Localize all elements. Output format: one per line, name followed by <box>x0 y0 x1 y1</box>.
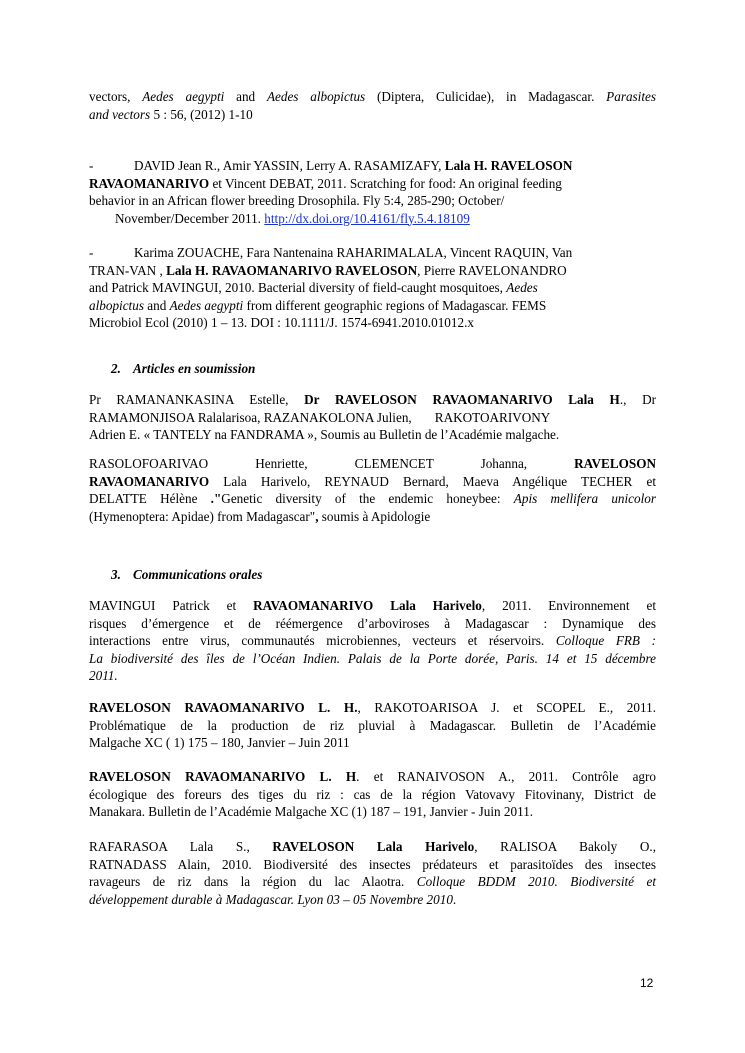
text: RASOLOFOARIVAO Henriette, CLEMENCET Johanna, <box>89 456 575 471</box>
section-heading-soumission <box>111 361 255 377</box>
text-bold: ." <box>210 491 222 506</box>
colloque-name: Colloque BDDM 2010. Biodiversité et <box>416 874 656 889</box>
species-name: Apis mellifera unicolor <box>513 491 657 506</box>
text: from different geographic regions of Madagascar. FEMS <box>243 297 547 313</box>
text: RATNADASS Alain, 2010. Biodiversité des insectes prédateurs et parasitoïdes des insectes <box>89 856 656 872</box>
text: (Hymenoptera: Apidae) from Madagascar" <box>89 508 316 524</box>
communication-bddm <box>89 838 656 908</box>
text: , RAKOTOARISOA J. et SCOPEL E., 2011. <box>357 700 656 715</box>
section-number: 3. <box>111 567 121 582</box>
page-number: 12 <box>640 976 654 990</box>
text: behavior in an African flower breeding Drosophila. Fly 5:4, 285-290; October/ <box>89 193 505 208</box>
communication-frb <box>89 597 656 685</box>
author-highlight: RAVAOMANARIVO Lala Harivelo <box>253 598 482 613</box>
text-bold: , <box>315 508 319 524</box>
text: Problématique de la production de riz pluvial à Madagascar. Bulletin de l’Académie <box>89 717 656 733</box>
list-dash: - <box>89 158 94 173</box>
list-dash: - <box>89 245 94 260</box>
species-name: Aedes aegypti <box>142 89 225 104</box>
journal-name: and vectors <box>89 106 151 122</box>
reference-david <box>89 157 656 227</box>
colloque-date: 2011. <box>89 668 118 683</box>
text: RAMAMONJISOA Ralalarisoa, RAZANAKOLONA Julien, RAKOTOARIVONY <box>89 409 551 425</box>
species-name: Aedes aegypti <box>169 297 244 313</box>
text: Pr RAMANANKASINA Estelle, <box>89 392 305 407</box>
author-highlight: Lala H. RAVAOMANARIVO RAVELOSON <box>166 262 418 278</box>
text: , RALISOA Bakoly O., <box>474 839 656 854</box>
species-name: Aedes <box>506 280 538 295</box>
text: and <box>143 297 170 313</box>
text: , 2011. Environnement et <box>481 598 656 613</box>
text: vectors, <box>89 89 143 104</box>
author-highlight: RAVAOMANARIVO <box>89 473 210 489</box>
author-highlight: Dr RAVELOSON RAVAOMANARIVO Lala H <box>304 392 620 407</box>
text: interactions entre virus, communautés microbiennes, vecteurs et réservoirs. <box>89 633 556 648</box>
author-highlight: RAVELOSON <box>574 456 656 471</box>
doi-link[interactable]: http://dx.doi.org/10.4161/fly.5.4.18109 <box>264 210 470 226</box>
text: Microbiol Ecol (2010) 1 – 13. DOI : 10.1111/J. 1574-6941.2010.01012.x <box>89 315 474 330</box>
text: DELATTE Hélène <box>89 491 211 506</box>
submission-tantely <box>89 391 656 444</box>
author-highlight: RAVELOSON RAVAOMANARIVO L. H. <box>89 700 358 715</box>
text: 5 : 56, (2012) 1-10 <box>150 106 253 122</box>
text: (Diptera, Culicidae), in Madagascar. <box>365 89 607 104</box>
communication-riz-pluvial <box>89 699 656 752</box>
text: risques d’émergence et de réémergence d’arboviroses à Madagascar : Dynamique des <box>89 615 656 631</box>
text: and <box>224 89 267 104</box>
text: ., Dr <box>619 392 657 407</box>
species-name: Aedes albopictus <box>266 89 366 104</box>
section-title: Articles en soumission <box>133 361 256 376</box>
author-highlight: Lala H. RAVELOSON <box>444 158 573 173</box>
text: . <box>452 891 457 907</box>
text: écologique des foreurs des tiges du riz : cas de la région Vatovavy Fitovinany, District de <box>89 786 656 802</box>
text: and Patrick MAVINGUI, 2010. Bacterial diversity of field-caught mosquitoes, <box>89 280 507 295</box>
text: TRAN-VAN , <box>89 262 167 278</box>
colloque-name: La biodiversité des îles de l’Océan Indien. Palais de la Porte dorée, Paris. 14 et 15 décembre <box>89 650 656 666</box>
text: RAFARASOA Lala S., <box>89 839 273 854</box>
text: Genetic diversity of the endemic honeybee: <box>221 491 514 506</box>
text: November/December 2011. <box>115 210 265 226</box>
section-heading-communications <box>111 567 262 583</box>
colloque-name: Colloque FRB : <box>555 633 656 648</box>
species-name: albopictus <box>89 297 144 313</box>
text: ravageurs de riz dans la région du lac Alaotra. <box>89 874 417 889</box>
section-number: 2. <box>111 361 121 376</box>
text: Manakara. Bulletin de l’Académie Malgache XC (1) 187 – 191, Janvier - Juin 2011. <box>89 804 534 819</box>
text: Lala Harivelo, REYNAUD Bernard, Maeva Angélique TECHER et <box>209 473 656 489</box>
section-title: Communications orales <box>133 567 263 582</box>
text: . et RANAIVOSON A., 2011. Contrôle agro <box>356 769 657 784</box>
colloque-name: développement durable à Madagascar. Lyon 03 – 05 Novembre 2010 <box>89 891 453 907</box>
author-highlight: RAVELOSON RAVAOMANARIVO L. H <box>89 769 357 784</box>
author-highlight: RAVAOMANARIVO <box>89 175 210 191</box>
authors: Karima ZOUACHE, Fara Nantenaina RAHARIMALALA, Vincent RAQUIN, Van <box>134 245 573 260</box>
communication-foreurs <box>89 768 656 821</box>
text: et Vincent DEBAT, 2011. Scratching for food: An original feeding <box>209 175 562 191</box>
text: Adrien E. « TANTELY na FANDRAMA », Soumis au Bulletin de l’Académie malgache. <box>89 427 560 442</box>
reference-continuation <box>89 88 656 123</box>
authors: DAVID Jean R., Amir YASSIN, Lerry A. RASAMIZAFY, <box>134 158 445 173</box>
text: MAVINGUI Patrick et <box>89 598 254 613</box>
text: Malgache XC ( 1) 175 – 180, Janvier – Juin 2011 <box>89 735 350 750</box>
reference-zouache <box>89 244 656 332</box>
journal-name: Parasites <box>606 89 656 104</box>
submission-honeybee <box>89 455 656 525</box>
text: , Pierre RAVELONANDRO <box>417 262 567 278</box>
author-highlight: RAVELOSON Lala Harivelo <box>272 839 475 854</box>
text: soumis à Apidologie <box>318 508 431 524</box>
